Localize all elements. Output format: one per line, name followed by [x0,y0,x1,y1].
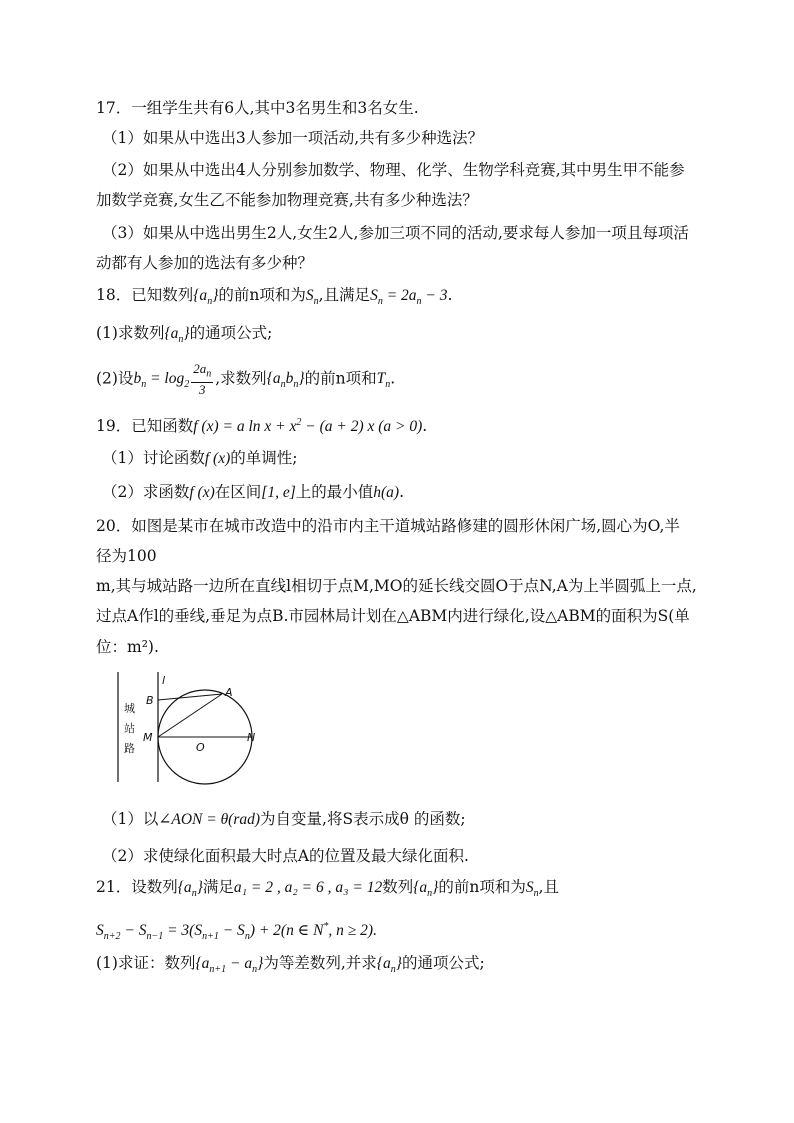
q19-part2: （2）求函数f (x)在区间[1, e]上的最小值h(a). [102,483,405,501]
q18-bn-formula: $b_n = \log_2$ [133,370,190,391]
q17-stem: 17．一组学生共有6人,其中3名男生和3名女生. [96,99,419,117]
q17-part1: （1）如果从中选出3人参加一项活动,共有多少种选法？ [102,129,484,147]
q21-part1: (1)求证：数列$\{a_{n+1} - a_n\}$为等差数列,并求$\{a_n\}$的通项公式; [96,954,485,976]
label-l: l [162,674,166,687]
q18-stem: 18．已知数列$\{a_n\}$的前n项和为$S_n$,且满足$S_n = 2a_n - 3$. [96,286,453,308]
q19-part1: （1）讨论函数f (x)的单调性; [102,449,298,467]
label-M: M [143,731,153,744]
q20-stem-line3: m,其与城站路一边所在直线l相切于点M,MO的延长线交圆O于点N,A为上半圆弧上一点, [96,577,697,595]
q19-stem: 19．已知函数f (x) = a $\ln x + x^2 - (a + 2)$ x (a > 0). [96,417,428,436]
q20-figure [110,672,270,786]
q17-part2-line1: （2）如果从中选出4人分别参加数学、物理、化学、生物学科竞赛,其中男生甲不能参 [102,161,685,179]
q18-part1: (1)求数列$\{a_n\}$的通项公式; [96,324,273,346]
label-B: B [146,694,154,707]
q18-condition-formula: $S_n = 2a_n - 3$ [370,287,448,308]
q20-stem-line5: 位：m²). [96,638,159,656]
line-BA [158,694,222,700]
q21-recurrence: $S_{n+2} - S_{n-1} = 3(S_{n+1} - S_n) + 2(n$ ∈ N*, n ≥ 2). [96,921,377,943]
q21-stem: 21．设数列$\{a_n\}$满足a₁ = 2 , a₂ = 6 , a₃ = 12数列$\{a_n\}$的前n项和为$S_n$,且 [96,878,560,900]
q20-stem-line4: 过点A作l的垂线,垂足为点B.市园林局计划在△ABM内进行绿化,设△ABM的面积为S(单 [96,607,690,625]
road-char-3: 路 [124,742,135,755]
q18-part2: (2)设$b_n = \log_2$ $\frac{2a_n}{3}$ ,求数列$\{a_nb_n\}$的前n项和$T_n$. [96,361,396,397]
q20-stem-line1: 20．如图是某市在城市改造中的沿市内主干道城站路修建的圆形休闲广场,圆心为O,半 [96,517,680,535]
q20-part1: （1）以∠AON = θ(rad)为自变量,将S表示成θ 的函数; [102,810,466,828]
q19-function-formula: f (x) = a $\ln x + x^2 - (a + 2)$ x (a > 0) [193,417,423,436]
q17-part3-line2: 动都有人参加的选法有多少种？ [96,254,314,272]
q17-part2-line2: 加数学竞赛,女生乙不能参加物理竞赛,共有多少种选法？ [96,191,478,209]
road-char-1: 城 [124,702,135,715]
label-O: O [196,741,205,754]
label-N: N [247,731,256,744]
q20-stem-line2: 径为100 [96,547,157,565]
q20-part2: （2）求使绿化面积最大时点A的位置及最大绿化面积. [102,847,469,865]
road-char-2: 站 [124,722,135,735]
q18-fraction: $\frac{2a_n}{3}$ [193,361,212,397]
label-A: A [225,686,233,699]
q17-part3-line1: （3）如果从中选出男生2人,女生2人,参加三项不同的活动,要求每人参加一项且每项活 [102,224,689,242]
line-MA [158,694,222,737]
